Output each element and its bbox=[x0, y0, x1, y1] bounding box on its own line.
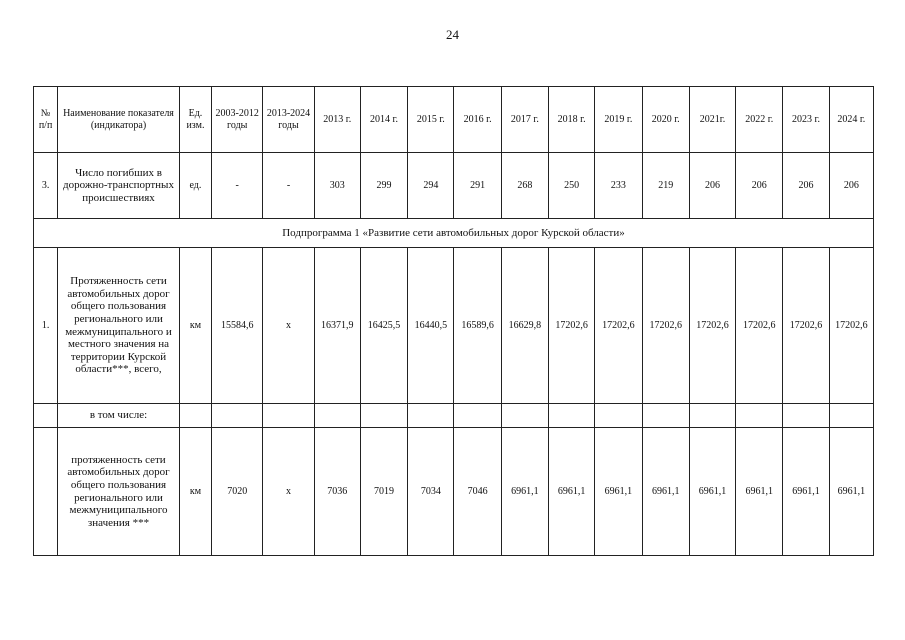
row-unit: км bbox=[179, 248, 211, 404]
row-value: 7036 bbox=[314, 428, 360, 556]
empty-cell bbox=[501, 404, 548, 428]
header-unit: Ед. изм. bbox=[179, 87, 211, 153]
header-year: 2024 г. bbox=[829, 87, 873, 153]
row-value: 299 bbox=[360, 153, 407, 219]
row-value: 17202,6 bbox=[829, 248, 873, 404]
row-value: 233 bbox=[595, 153, 642, 219]
row-value: 206 bbox=[783, 153, 829, 219]
subprogram-row bbox=[34, 219, 874, 248]
row-period-value: 7020 bbox=[212, 428, 263, 556]
row-value: 17202,6 bbox=[736, 248, 783, 404]
row-value: 17202,6 bbox=[689, 248, 735, 404]
header-year: 2023 г. bbox=[783, 87, 829, 153]
row-name: протяженность сети автомобильных дорог общего пользования регионального или межмуниципального значения *** bbox=[58, 428, 180, 556]
row-value: 7046 bbox=[454, 428, 501, 556]
row-value: 6961,1 bbox=[783, 428, 829, 556]
row-value: 206 bbox=[829, 153, 873, 219]
header-period-2013-2024: 2013-2024 годы bbox=[263, 87, 314, 153]
header-year: 2019 г. bbox=[595, 87, 642, 153]
row-value: 250 bbox=[549, 153, 595, 219]
header-year: 2014 г. bbox=[360, 87, 407, 153]
header-name: Наименование показателя (индикатора) bbox=[58, 87, 180, 153]
indicators-table bbox=[33, 86, 874, 556]
row-period-value: - bbox=[263, 153, 314, 219]
table-row-road-deaths bbox=[34, 153, 874, 219]
empty-cell bbox=[212, 404, 263, 428]
empty-cell bbox=[34, 404, 58, 428]
row-period-value: x bbox=[263, 248, 314, 404]
subprogram-heading: Подпрограмма 1 «Развитие сети автомобильных дорог Курской области» bbox=[34, 219, 874, 248]
row-value: 6961,1 bbox=[549, 428, 595, 556]
empty-cell bbox=[783, 404, 829, 428]
row-value: 17202,6 bbox=[595, 248, 642, 404]
empty-cell bbox=[689, 404, 735, 428]
row-num: 3. bbox=[34, 153, 58, 219]
empty-cell bbox=[314, 404, 360, 428]
row-value: 6961,1 bbox=[689, 428, 735, 556]
header-year: 2022 г. bbox=[736, 87, 783, 153]
page-number: 24 bbox=[446, 27, 459, 42]
row-value: 6961,1 bbox=[642, 428, 689, 556]
empty-cell bbox=[34, 428, 58, 556]
empty-cell bbox=[454, 404, 501, 428]
row-value: 16589,6 bbox=[454, 248, 501, 404]
row-value: 219 bbox=[642, 153, 689, 219]
table-header-row bbox=[34, 87, 874, 153]
header-year: 2016 г. bbox=[454, 87, 501, 153]
row-period-value: x bbox=[263, 428, 314, 556]
row-value: 17202,6 bbox=[642, 248, 689, 404]
row-value: 6961,1 bbox=[829, 428, 873, 556]
header-period-2003-2012: 2003-2012 годы bbox=[212, 87, 263, 153]
empty-cell bbox=[736, 404, 783, 428]
header-year: 2015 г. bbox=[408, 87, 454, 153]
including-row bbox=[34, 404, 874, 428]
header-num: № п/п bbox=[34, 87, 58, 153]
including-label: в том числе: bbox=[58, 404, 180, 428]
empty-cell bbox=[549, 404, 595, 428]
empty-cell bbox=[360, 404, 407, 428]
row-value: 7019 bbox=[360, 428, 407, 556]
row-value: 16629,8 bbox=[501, 248, 548, 404]
header-year: 2017 г. bbox=[501, 87, 548, 153]
row-value: 6961,1 bbox=[595, 428, 642, 556]
row-unit: км bbox=[179, 428, 211, 556]
header-year: 2021г. bbox=[689, 87, 735, 153]
row-value: 17202,6 bbox=[549, 248, 595, 404]
header-year: 2020 г. bbox=[642, 87, 689, 153]
row-value: 17202,6 bbox=[783, 248, 829, 404]
row-value: 291 bbox=[454, 153, 501, 219]
table-row-road-network-length bbox=[34, 248, 874, 404]
empty-cell bbox=[829, 404, 873, 428]
row-period-value: - bbox=[212, 153, 263, 219]
row-value: 6961,1 bbox=[736, 428, 783, 556]
row-value: 206 bbox=[689, 153, 735, 219]
row-value: 6961,1 bbox=[501, 428, 548, 556]
row-value: 7034 bbox=[408, 428, 454, 556]
row-period-value: 15584,6 bbox=[212, 248, 263, 404]
row-name: Протяженность сети автомобильных дорог общего пользования регионального или межмуниципального и местного значения на территории Курской области***, всего, bbox=[58, 248, 180, 404]
empty-cell bbox=[595, 404, 642, 428]
row-value: 16371,9 bbox=[314, 248, 360, 404]
row-value: 294 bbox=[408, 153, 454, 219]
row-value: 206 bbox=[736, 153, 783, 219]
header-year: 2013 г. bbox=[314, 87, 360, 153]
header-year: 2018 г. bbox=[549, 87, 595, 153]
row-unit: ед. bbox=[179, 153, 211, 219]
row-value: 268 bbox=[501, 153, 548, 219]
row-value: 303 bbox=[314, 153, 360, 219]
empty-cell bbox=[642, 404, 689, 428]
row-num: 1. bbox=[34, 248, 58, 404]
row-value: 16440,5 bbox=[408, 248, 454, 404]
row-value: 16425,5 bbox=[360, 248, 407, 404]
empty-cell bbox=[263, 404, 314, 428]
empty-cell bbox=[179, 404, 211, 428]
empty-cell bbox=[408, 404, 454, 428]
table-row-regional-road-length bbox=[34, 428, 874, 556]
row-name: Число погибших в дорожно-транспортных происшествиях bbox=[58, 153, 180, 219]
